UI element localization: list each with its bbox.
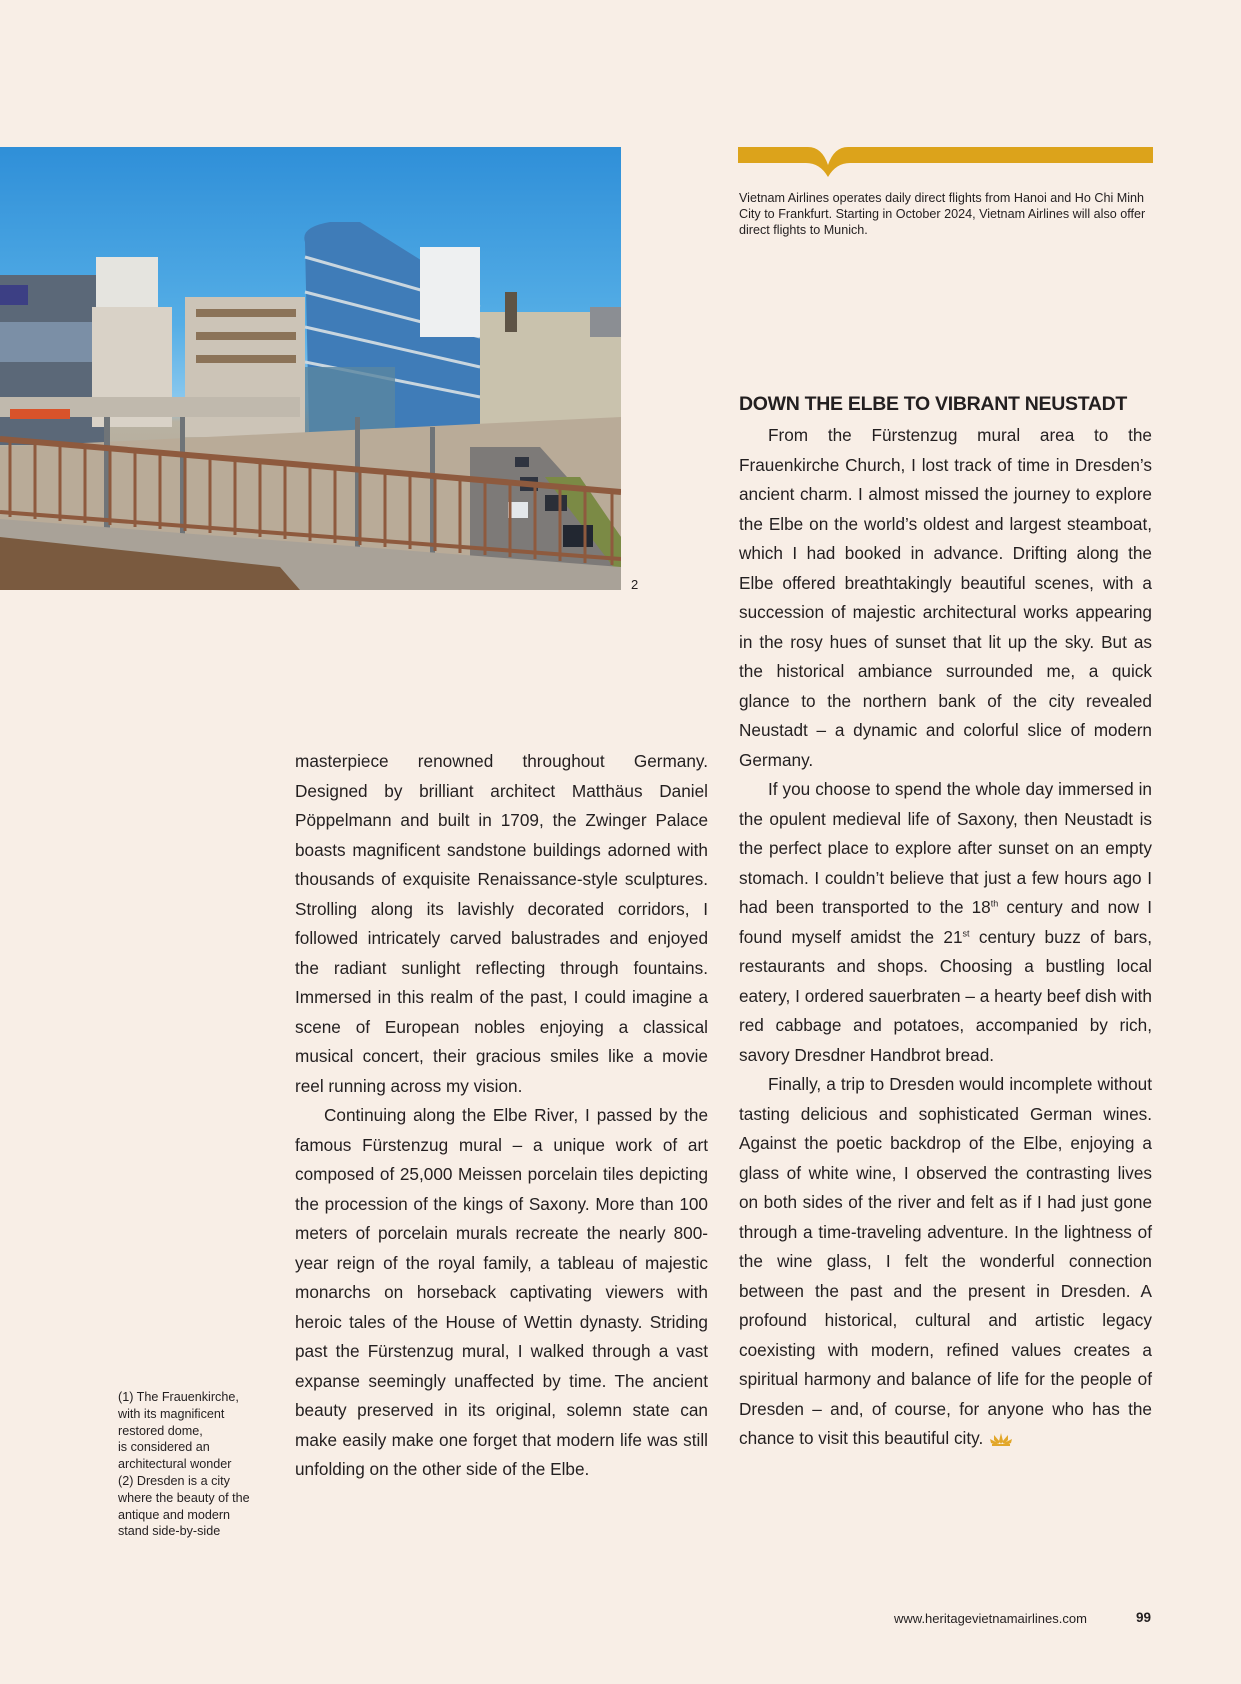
paragraph: masterpiece renowned throughout Germany. Designed by brilliant architect Matthäus Daniel Pöppelmann and built in 1709, the Zwinger Palace boasts magnificent sandstone buildings adorned with thousands of exquisite Renaissance-style sculptures. Strolling along its lavishly decorated corridors, I followed intricately carved balustrades and enjoyed the radiant sunlight reflecting through fountains. Immersed in this realm of the past, I could imagine a scene of European nobles enjoying a classical musical concert, their gracious smiles like a movie reel running across my vision. [295, 751, 708, 1096]
photo-captions [118, 1389, 268, 1540]
caption-line: where the beauty of the [118, 1490, 250, 1505]
dresden-street-photo [0, 147, 621, 590]
paragraph [739, 1070, 1152, 1454]
caption-line: stand side-by-side [118, 1524, 221, 1539]
paragraph: Continuing along the Elbe River, I passed by the famous Fürstenzug mural – a unique work of art composed of 25,000 Meissen porcelain tiles depicting the procession of the kings of Saxony. More than 100 meters of porcelain murals recreate the nearly 800-year reign of the royal family, a tableau of majestic monarchs on horseback captivating viewers with heroic tales of the House of Wettin dynasty. Striding past the Fürstenzug mural, I walked through a vast expanse seemingly unaffected by time. The ancient beauty preserved in its original, solemn state can make easily make one forget that modern life was still unfolding on the other side of the Elbe. [295, 1105, 708, 1479]
lotus-icon [989, 1432, 1013, 1446]
superscript: st [962, 927, 970, 938]
superscript: th [990, 898, 999, 909]
paragraph: From the Fürstenzug mural area to the Frauenkirche Church, I lost track of time in Dresden’s ancient charm. I almost missed the journey to explore the Elbe on the world’s oldest and largest steamboat, which I had booked in advance. Drifting along the Elbe offered breathtakingly beautiful scenes, with a succession of majestic architectural works appearing in the rosy hues of sunset that lit up the sky. But as the historical ambiance surrounded me, a quick glance to the northern bank of the city revealed Neustadt – a dynamic and colorful slice of modern Germany. [739, 425, 1152, 770]
caption-line: architectural wonder [118, 1457, 232, 1472]
paragraph [739, 775, 1152, 1070]
caption-line: is considered an [118, 1440, 210, 1455]
article-right-column [739, 421, 1152, 1454]
page-number: 99 [1136, 1610, 1152, 1625]
footer-website-link[interactable]: www.heritagevietnamairlines.com [894, 1611, 1087, 1626]
paragraph-text: If you choose to spend the whole day immersed in the opulent medieval life of Saxony, then Neustadt is the perfect place to explore after sunset on an empty stomach. I couldn’t believe that just a few hours ago I had been transported to the 18 [739, 779, 1152, 917]
paragraph-text: century buzz of bars, restaurants and shops. Choosing a bustling local eatery, I ordered sauerbraten – a hearty beef dish with red cabbage and potatoes, accompanied by rich, savory Dresdner Handbrot bread. [739, 926, 1152, 1065]
caption-line: with its magnificent [118, 1406, 225, 1421]
photo-illustration [0, 147, 621, 590]
gold-banner-icon [738, 145, 1154, 181]
photo-number: 2 [631, 577, 639, 592]
caption-line: (2) Dresden is a city [118, 1473, 230, 1488]
paragraph-text: century and now I found myself amidst the 21 [739, 897, 1152, 947]
article-left-column [295, 747, 708, 1485]
caption-line: (1) The Frauenkirche, [118, 1390, 239, 1404]
caption-line: restored dome, [118, 1423, 203, 1438]
flight-info-note: Vietnam Airlines operates daily direct flights from Hanoi and Ho Chi Minh City to Frankfurt. Starting in October 2024, Vietnam Airlines will also offer direct flights to Munich. [739, 191, 1146, 237]
caption-line: antique and modern [118, 1507, 231, 1522]
section-heading: DOWN THE ELBE TO VIBRANT NEUSTADT [739, 393, 1128, 415]
paragraph-text: Finally, a trip to Dresden would incomplete without tasting delicious and sophisticated German wines. Against the poetic backdrop of the Elbe, enjoying a glass of white wine, I observed the contrasting lives on both sides of the river and felt as if I had just gone through a time-traveling adventure. In the lightness of the wine glass, I felt the wonderful connection between the past and the present in Dresden. A profound historical, cultural and artistic legacy coexisting with modern, refined values creates a spiritual harmony and balance of life for the people of Dresden – and, of course, for anyone who has the chance to visit this beautiful city. [739, 1074, 1152, 1448]
